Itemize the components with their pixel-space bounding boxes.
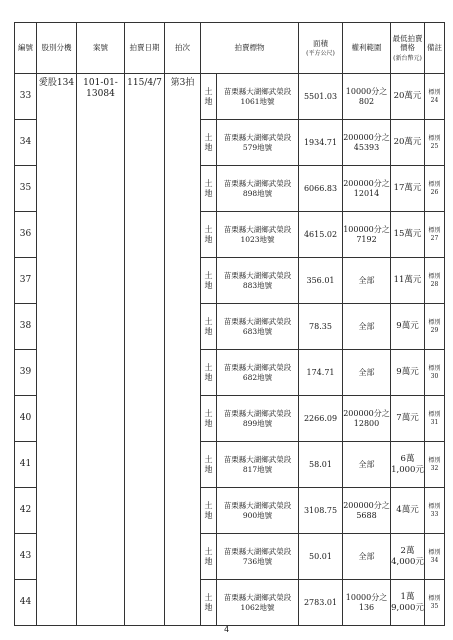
header-case: 案號 [77,23,125,74]
cell-land: 苗栗縣大湖鄉武榮段898地號 [217,166,299,212]
cell-land-type [201,580,217,626]
cell-area: 2266.09 [299,396,343,442]
cell-area: 3108.75 [299,488,343,534]
header-price-label: 最低拍賣價格 [392,33,423,53]
land-type-bottom: 地 [204,556,213,566]
cell-area: 5501.03 [299,74,343,120]
cell-category: 愛股134 [37,74,77,626]
cell-price: 9萬元 [391,304,425,350]
land-type-bottom: 地 [204,510,213,520]
cell-land-type [201,534,217,580]
cell-price: 11萬元 [391,258,425,304]
cell-land: 苗栗縣大湖鄉武榮段1062地號 [217,580,299,626]
land-type-top: 土 [204,224,213,234]
land-type-bottom: 地 [204,96,213,106]
cell-note: 標別26 [425,166,445,212]
cell-note: 標別32 [425,442,445,488]
cell-no: 42 [15,488,37,534]
cell-land: 苗栗縣大湖鄉武榮段883地號 [217,258,299,304]
land-type-top: 土 [204,500,213,510]
cell-no: 40 [15,396,37,442]
cell-right: 全部 [343,534,391,580]
cell-right: 200000分之5688 [343,488,391,534]
cell-no: 35 [15,166,37,212]
cell-no: 33 [15,74,37,120]
cell-area: 356.01 [299,258,343,304]
header-items: 拍賣標物 [201,23,299,74]
cell-note: 標別31 [425,396,445,442]
cell-land-type [201,442,217,488]
cell-no: 37 [15,258,37,304]
cell-no: 44 [15,580,37,626]
cell-note: 標別25 [425,120,445,166]
page-number: 4 [223,625,230,634]
cell-land-type [201,212,217,258]
land-type-bottom: 地 [204,280,213,290]
land-type-bottom: 地 [204,326,213,336]
cell-no: 36 [15,212,37,258]
header-price-unit: (新台幣元) [393,54,422,62]
cell-land-type [201,120,217,166]
cell-price: 20萬元 [391,120,425,166]
cell-case: 101-01-13084 [77,74,125,626]
land-type-top: 土 [204,592,213,602]
header-area-unit: (平方公尺) [306,49,335,57]
header-area [299,23,343,74]
cell-right: 10000分之136 [343,580,391,626]
cell-area: 2783.01 [299,580,343,626]
cell-note: 標別27 [425,212,445,258]
cell-price: 7萬元 [391,396,425,442]
cell-no: 41 [15,442,37,488]
cell-land: 苗栗縣大湖鄉武榮段1023地號 [217,212,299,258]
cell-area: 174.71 [299,350,343,396]
cell-price: 9萬元 [391,350,425,396]
cell-note: 標別33 [425,488,445,534]
header-row [15,23,445,74]
land-type-bottom: 地 [204,464,213,474]
cell-land: 苗栗縣大湖鄉武榮段682地號 [217,350,299,396]
header-right: 權利範圍 [343,23,391,74]
land-type-bottom: 地 [204,372,213,382]
cell-round: 第3拍 [165,74,201,626]
cell-land-type [201,258,217,304]
land-type-bottom: 地 [204,234,213,244]
cell-land-type [201,488,217,534]
header-category: 股別分機 [37,23,77,74]
cell-right: 全部 [343,350,391,396]
land-type-bottom: 地 [204,188,213,198]
header-area-label: 面積 [313,38,328,48]
cell-no: 43 [15,534,37,580]
land-type-top: 土 [204,316,213,326]
cell-note: 標別30 [425,350,445,396]
cell-right: 全部 [343,258,391,304]
cell-right: 200000分之12800 [343,396,391,442]
cell-note: 標別24 [425,74,445,120]
cell-right: 200000分之45393 [343,120,391,166]
cell-right: 全部 [343,304,391,350]
cell-land: 苗栗縣大湖鄉武榮段900地號 [217,488,299,534]
land-type-top: 土 [204,270,213,280]
land-type-top: 土 [204,86,213,96]
land-type-top: 土 [204,408,213,418]
land-type-bottom: 地 [204,602,213,612]
land-type-top: 土 [204,546,213,556]
land-type-top: 土 [204,178,213,188]
cell-no: 39 [15,350,37,396]
header-round: 拍次 [165,23,201,74]
cell-price: 20萬元 [391,74,425,120]
cell-area: 78.35 [299,304,343,350]
cell-no: 38 [15,304,37,350]
header-note: 備註 [425,23,445,74]
header-date: 拍賣日期 [125,23,165,74]
land-type-top: 土 [204,454,213,464]
cell-land: 苗栗縣大湖鄉武榮段683地號 [217,304,299,350]
header-no: 編號 [15,23,37,74]
cell-no: 34 [15,120,37,166]
cell-land: 苗栗縣大湖鄉武榮段817地號 [217,442,299,488]
cell-area: 6066.83 [299,166,343,212]
cell-note: 標別28 [425,258,445,304]
cell-price: 17萬元 [391,166,425,212]
cell-right: 10000分之802 [343,74,391,120]
land-type-top: 土 [204,132,213,142]
cell-note: 標別34 [425,534,445,580]
cell-land-type [201,396,217,442]
land-type-bottom: 地 [204,142,213,152]
cell-area: 1934.71 [299,120,343,166]
cell-land-type [201,304,217,350]
cell-price: 1萬9,000元 [391,580,425,626]
land-type-top: 土 [204,362,213,372]
cell-note: 標別29 [425,304,445,350]
cell-right: 200000分之12014 [343,166,391,212]
header-price [391,23,425,74]
cell-area: 50.01 [299,534,343,580]
cell-land: 苗栗縣大湖鄉武榮段899地號 [217,396,299,442]
land-type-bottom: 地 [204,418,213,428]
cell-land: 苗栗縣大湖鄉武榮段736地號 [217,534,299,580]
cell-price: 6萬1,000元 [391,442,425,488]
auction-table [14,22,445,626]
cell-price: 2萬4,000元 [391,534,425,580]
cell-land-type [201,74,217,120]
cell-price: 4萬元 [391,488,425,534]
cell-price: 15萬元 [391,212,425,258]
cell-right: 100000分之7192 [343,212,391,258]
cell-land-type [201,350,217,396]
cell-land: 苗栗縣大湖鄉武榮段1061地號 [217,74,299,120]
cell-area: 58.01 [299,442,343,488]
cell-date: 115/4/7 [125,74,165,626]
cell-note: 標別35 [425,580,445,626]
cell-land: 苗栗縣大湖鄉武榮段579地號 [217,120,299,166]
cell-area: 4615.02 [299,212,343,258]
cell-land-type [201,166,217,212]
cell-right: 全部 [343,442,391,488]
table-row [15,74,445,120]
